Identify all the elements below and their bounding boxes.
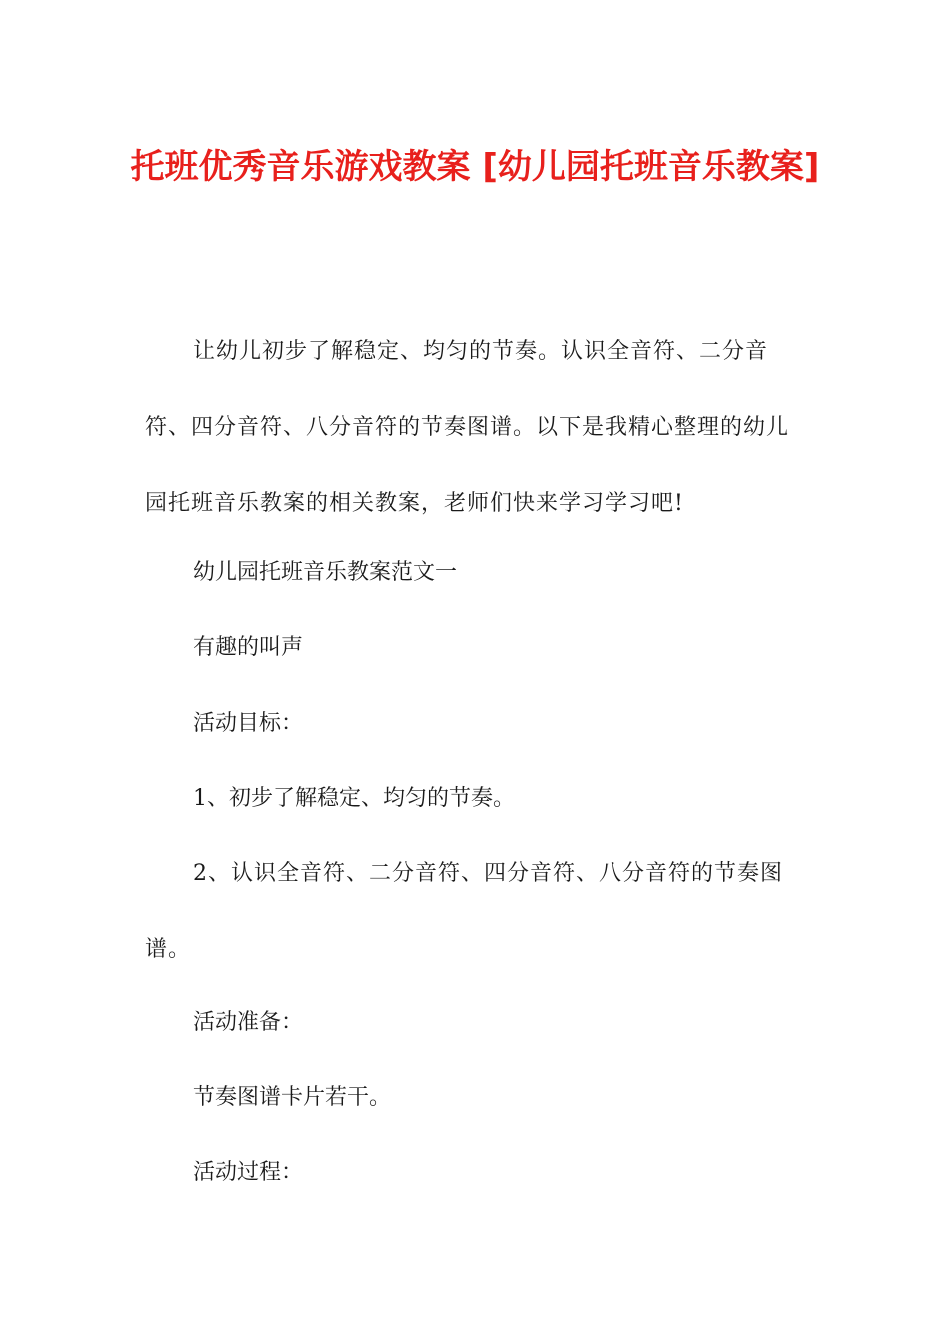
document-title: 托班优秀音乐游戏教案 [幼儿园托班音乐教案] bbox=[130, 147, 820, 187]
goals-heading: 活动目标： bbox=[193, 711, 304, 736]
preparation-item: 节奏图谱卡片若干。 bbox=[193, 1085, 392, 1110]
intro-paragraph: 让幼儿初步了解稳定、均匀的节奏。认识全音符、二分音符、四分音符、八分音符的节奏图谱。以下是我精心整理的幼儿园托班音乐教案的相关教案，老师们快来学习学习吧! bbox=[145, 339, 790, 516]
goal-item-2: 2、认识全音符、二分音符、四分音符、八分音符的节奏图谱。 bbox=[145, 861, 783, 962]
section-heading: 幼儿园托班音乐教案范文一 bbox=[193, 560, 458, 585]
preparation-heading: 活动准备： bbox=[193, 1010, 304, 1035]
lesson-title: 有趣的叫声 bbox=[193, 635, 304, 660]
goal-item-1: 1、初步了解稳定、均匀的节奏。 bbox=[193, 786, 515, 811]
process-heading: 活动过程： bbox=[193, 1160, 304, 1185]
